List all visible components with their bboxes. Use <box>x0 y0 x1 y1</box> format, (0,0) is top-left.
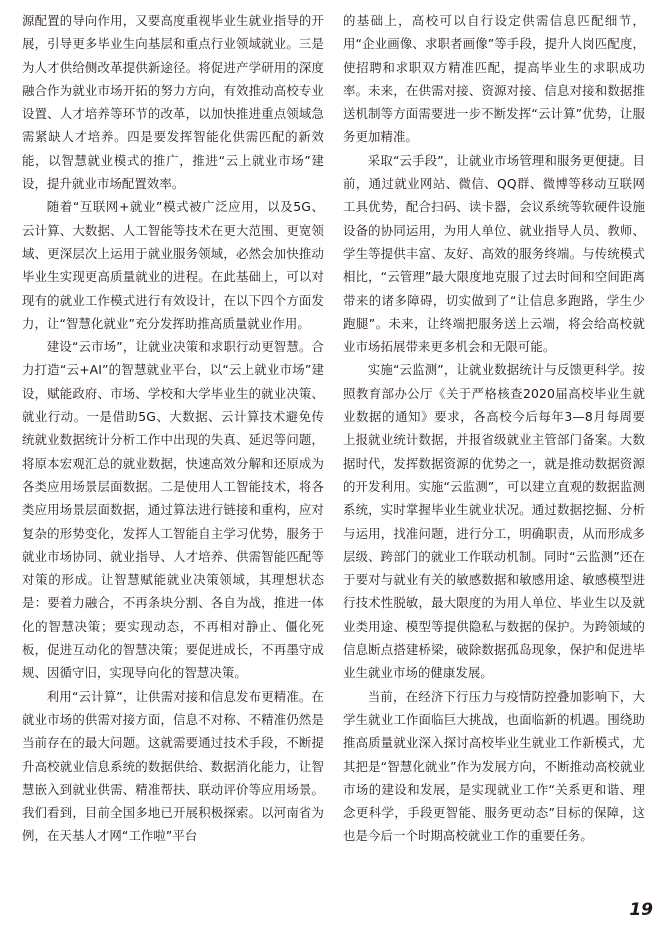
paragraph: 利用“云计算”，让供需对接和信息发布更精准。在就业市场的供需对接方面，信息不对称、不精准仍然是当前存在的最大问题。这就需要通过技术手段，不断提升高校就业信息系统的数据供给、数据消化能力，让智慧嵌入到就业供需、精准帮扶、联动评价等应用场景。我们看到，目前全国多地已开展积极探索。以河南省为例，在天基人才网“工作啦”平台 <box>22 688 324 844</box>
paragraph: 的基础上，高校可以自行设定供需信息匹配细节，用“企业画像、求职者画像”等手段，提升人岗匹配度，使招聘和求职双方精准匹配，提高毕业生的求职成功率。未来，在供需对接、资源对接、信息对接和数据推送机制等方面需要进一步不断发挥“云计算”优势，让服务更加精准。 <box>343 13 645 145</box>
paragraph: 建设“云市场”，让就业决策和求职行动更智慧。合力打造“云+AI”的智慧就业平台，以“云上就业市场”建设，赋能政府、市场、学校和大学毕业生的就业决策、就业行动。一是借助5G、大数据、云计算技术避免传统就业数据统计分析工作中出现的失真、延迟等问题，将原本宏观汇总的就业数据，快速高效分解和还原成为各类应用场景层面数据。二是使用人工智能技术，将各类应用场景层面数据，通过算法进行链接和重构，应对复杂的形势变化，发挥人工智能自主学习优势，服务于就业市场协同、就业指导、人才培养、供需智能匹配等对策的形成。让智慧赋能就业决策领域，其理想状态是：要着力融合，不再条块分割、各自为战，推进一体化的智慧决策；要实现动态，不再相对静止、僵化死板，促进互动化的智慧决策；要促进成长，不再墨守成规、因循守旧，实现导向化的智慧决策。 <box>22 339 324 681</box>
paragraph: 随着“互联网+就业”模式被广泛应用，以及5G、云计算、大数据、人工智能等技术在更大范围、更宽领域、更深层次上运用于就业服务领域，必然会加快推动毕业生实现更高质量就业的进程。在此基础上，可以对现有的就业工作模式进行有效设计，在以下四个方面发力，让“智慧化就业”充分发挥助推高质量就业作用。 <box>22 199 324 331</box>
left-column <box>22 9 324 848</box>
paragraph: 当前，在经济下行压力与疫情防控叠加影响下，大学生就业工作面临巨大挑战，也面临新的机遇。围绕助推高质量就业深入探讨高校毕业生就业工作新模式，尤其把是“智慧化就业”作为发展方向，不断推动高校就业市场的建设和发展，是实现就业工作“关系更和谐、理念更科学，手段更智能、服务更动态”目标的保障，这也是今后一个时期高校就业工作的重要任务。 <box>343 688 645 844</box>
page-number: 19 <box>629 900 653 920</box>
paragraph: 实施“云监测”，让就业数据统计与反馈更科学。按照教育部办公厅《关于严格核查2020届高校毕业生就业数据的通知》要求，各高校今后每年3—8月每周要上报就业统计数据，并报省级就业主管部门备案。大数据时代，发挥数据资源的优势之一，就是推动数据资源的开发利用。实施“云监测”，可以建立直观的数据监测系统，实时掌握毕业生就业状况。通过数据挖掘、分析与运用，找准问题，进行分工，明确职责，从而形成多层级、跨部门的就业工作联动机制。同时“云监测”还在于要对与就业有关的敏感数据和敏感用途、敏感模型进行技术性脱敏，最大限度的为用人单位、毕业生以及就业类用途、模型等提供隐私与数据的保护。为跨领域的信息断点搭建桥梁，破除数据孤岛现象，保护和促进毕业生就业市场的健康发展。 <box>343 362 645 681</box>
right-column <box>343 9 645 848</box>
paragraph: 源配置的导向作用，又要高度重视毕业生就业指导的开展，引导更多毕业生向基层和重点行业领域就业。三是为人才供给侧改革提供新途径。将促进产学研用的深度融合作为就业市场开拓的努力方向，有效推动高校专业设置、人才培养等环节的改革，以加快推进重点领域急需紧缺人才培养。四是要发挥智能化供需匹配的新效能，以智慧就业模式的推广，推进“云上就业市场”建设，提升就业市场配置效率。 <box>22 13 324 192</box>
paragraph: 采取“云手段”，让就业市场管理和服务更便捷。目前，通过就业网站、微信、QQ群、微博等移动互联网工具优势，配合扫码、读卡器，会议系统等软硬件设施设备的协同运用，为用人单位、就业指导人员、教师、学生等提供丰富、友好、高效的服务终端。与传统模式相比，“云管理”最大限度地克服了过去时间和空间距离带来的诸多障碍，切实做到了“让信息多跑路，学生少跑腿”。未来，让终端把服务送上云端，将会给高校就业市场拓展带来更多机会和无限可能。 <box>343 152 645 355</box>
